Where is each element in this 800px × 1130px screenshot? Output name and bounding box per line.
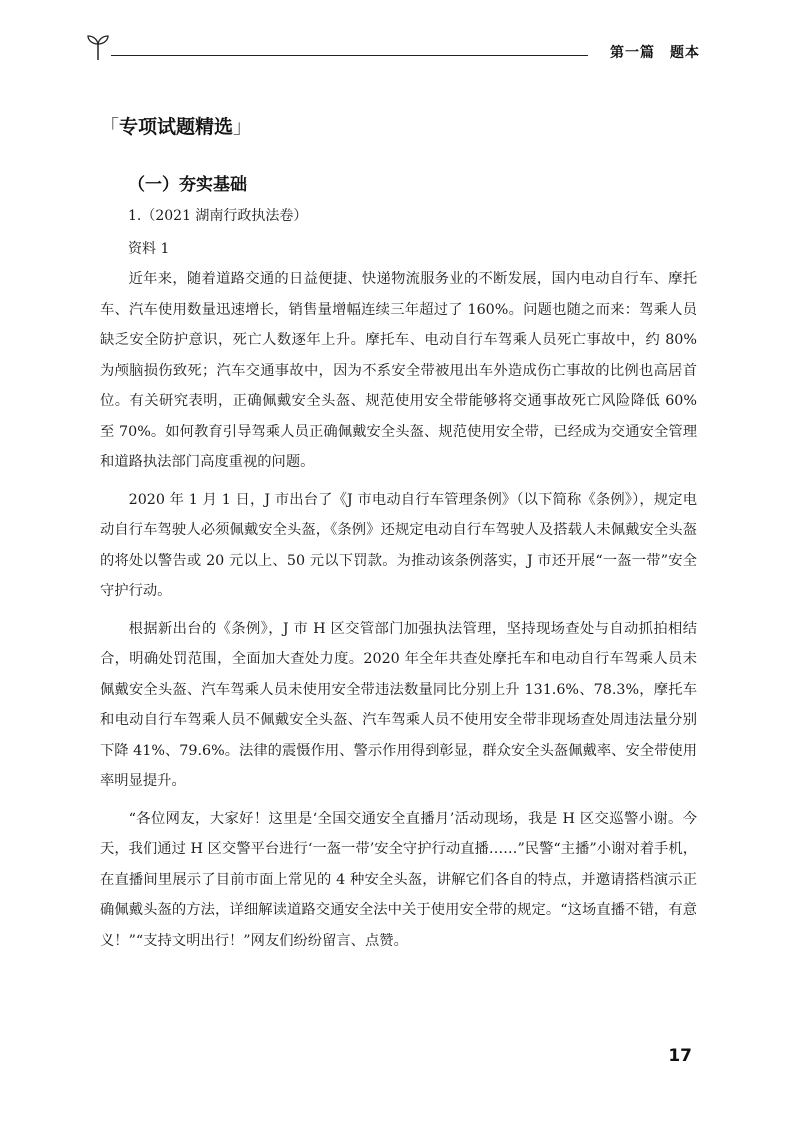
material-label: 资料 1: [128, 241, 170, 257]
subsection-title: （一）夯实基础: [128, 175, 247, 195]
sprout-icon: [85, 32, 111, 62]
section-close-bracket: 」: [233, 116, 253, 138]
section-open-bracket: 「: [100, 116, 120, 138]
chapter-label: 第一篇 题本: [610, 45, 700, 61]
section-title-text: 专项试题精选: [119, 116, 234, 138]
question-label: 1.（2021 湖南行政执法卷）: [128, 208, 308, 224]
section-title: [100, 112, 252, 139]
running-header: [85, 30, 700, 70]
header-rule: [111, 55, 588, 56]
material-body: [100, 264, 697, 963]
paragraph: 2020 年 1 月 1 日，J 市出台了《J 市电动自行车管理条例》（以下简称《条例》），规定电动自行车驾驶人必须佩戴安全头盔，《条例》还规定电动自行车驾驶人及搭载人未佩戴安全头盔的将处以警告或 20 元以上、50 元以下罚款。为推动该条例落实，J 市还开展“一盔一带”安全守护行动。: [100, 491, 697, 599]
page-number: 17: [668, 1046, 692, 1066]
paragraph: 近年来，随着道路交通的日益便捷、快递物流服务业的不断发展，国内电动自行车、摩托车、汽车使用数量迅速增长，销售量增幅连续三年超过了 160%。问题也随之而来：驾乘人员缺乏安全防护意识，死亡人数逐年上升。摩托车、电动自行车驾乘人员死亡事故中，约 80% 为颅脑损伤致死；汽车交通事故中，因为不系安全带被甩出车外造成伤亡事故的比例也高居首位。有关研究表明，正确佩戴安全头盔、规范使用安全带能够将交通事故死亡风险降低 60% 至 70%。如何教育引导驾乘人员正确佩戴安全头盔、规范使用安全带，已经成为交通安全管理和道路执法部门高度重视的问题。: [100, 271, 697, 470]
paragraph: “各位网友，大家好！这里是‘全国交通安全直播月’活动现场，我是 H 区交巡警小谢。今天，我们通过 H 区交警平台进行‘一盔一带’安全守护行动直播……”民警“主播”小谢对着手机，在直播间里展示了目前市面上常见的 4 种安全头盔，讲解它们各自的特点，并邀请搭档演示正确佩戴头盔的方法，详细解读道路交通安全法中关于使用安全带的规定。“这场直播不错，有意义！”“支持文明出行！”网友们纷纷留言、点赞。: [100, 810, 697, 949]
paragraph: 根据新出台的《条例》，J 市 H 区交管部门加强执法管理，坚持现场查处与自动抓拍相结合，明确处罚范围，全面加大查处力度。2020 年全年共查处摩托车和电动自行车驾乘人员未佩戴安全头盔、汽车驾乘人员未使用安全带违法数量同比分别上升 131.6%、78.3%，摩托车和电动自行车驾乘人员不佩戴安全头盔、汽车驾乘人员不使用安全带非现场查处周违法量分别下降 41%、79.6%。法律的震慑作用、警示作用得到彰显，群众安全头盔佩戴率、安全带使用率明显提升。: [100, 620, 697, 789]
